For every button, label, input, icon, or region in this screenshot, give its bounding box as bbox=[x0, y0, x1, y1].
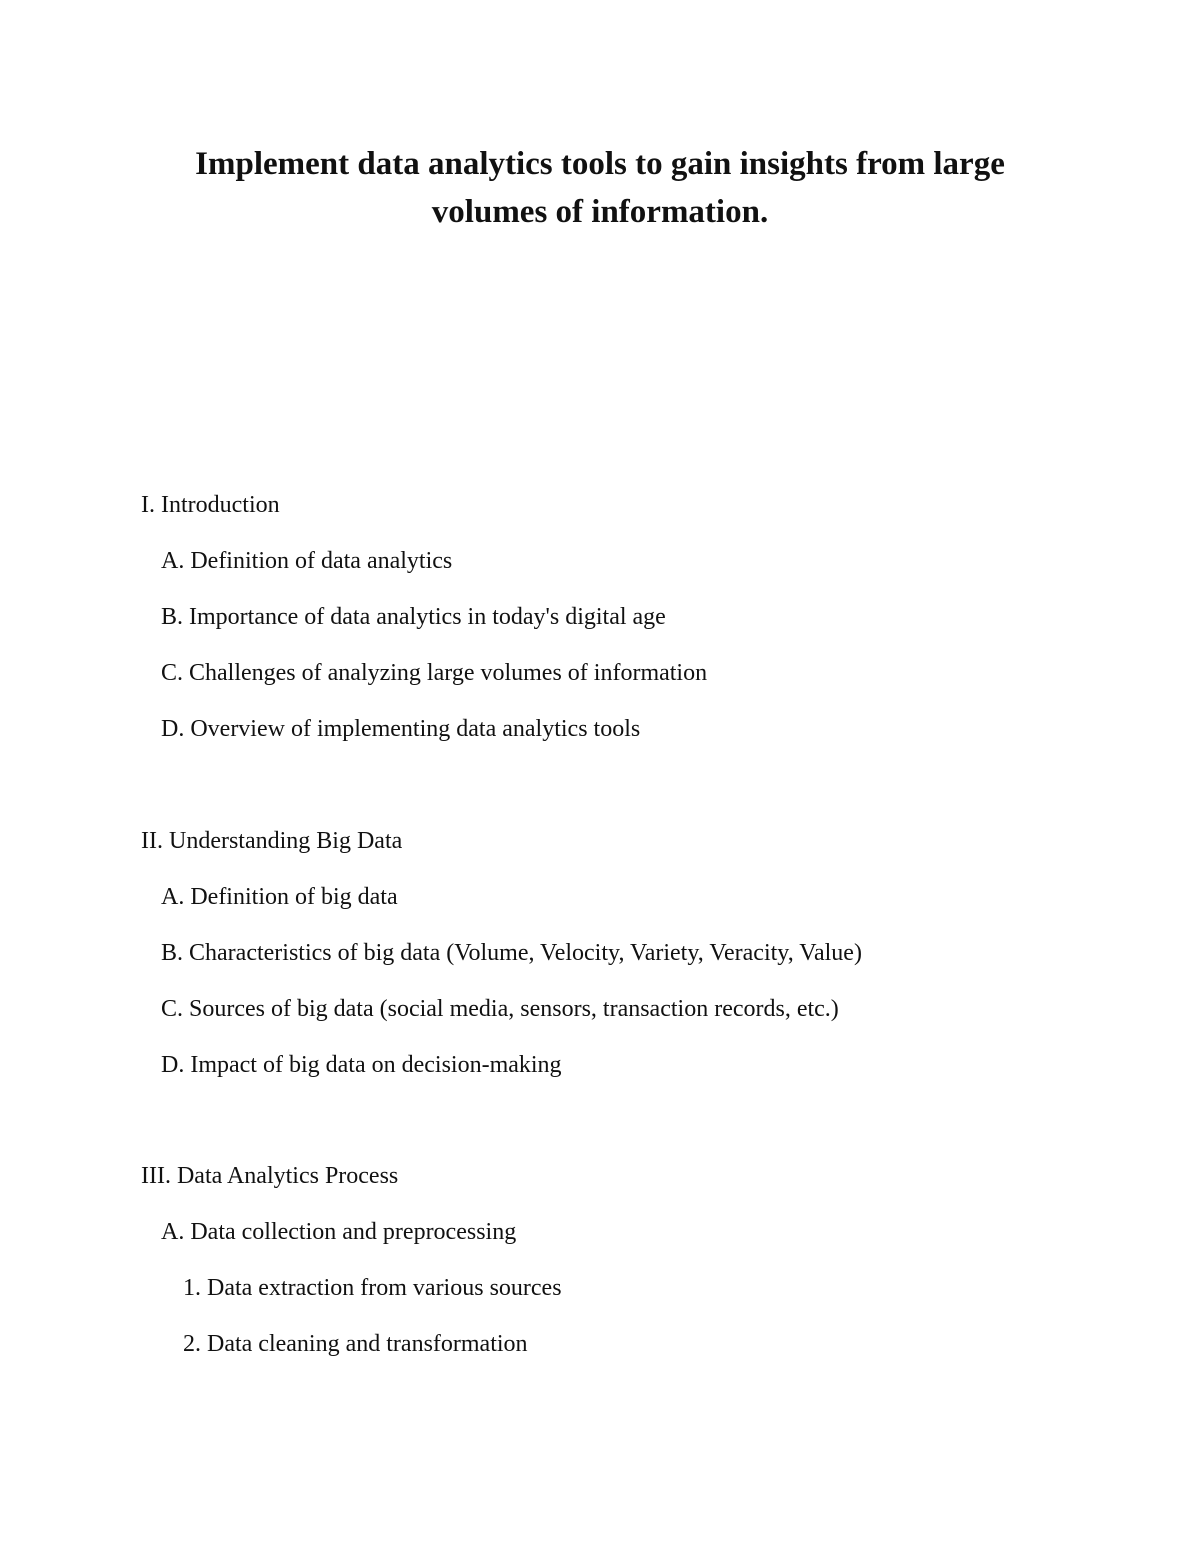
outline-item: A. Definition of data analytics bbox=[161, 548, 453, 574]
outline-subitem: 1. Data extraction from various sources bbox=[183, 1275, 562, 1301]
outline-item: D. Impact of big data on decision-making bbox=[161, 1052, 562, 1078]
document-title bbox=[100, 140, 1100, 236]
section-heading-understanding-big-data: II. Understanding Big Data bbox=[141, 828, 403, 854]
outline-item: C. Challenges of analyzing large volumes of information bbox=[161, 660, 708, 686]
outline-item: A. Data collection and preprocessing bbox=[161, 1219, 517, 1245]
title-line-2: volumes of information. bbox=[431, 194, 769, 230]
outline-item: D. Overview of implementing data analytics tools bbox=[161, 716, 641, 742]
outline-subitem: 2. Data cleaning and transformation bbox=[183, 1331, 528, 1357]
outline-item: C. Sources of big data (social media, sensors, transaction records, etc.) bbox=[161, 996, 839, 1022]
outline-item: B. Importance of data analytics in today's digital age bbox=[161, 604, 666, 630]
title-line-1: Implement data analytics tools to gain insights from large bbox=[195, 146, 1005, 182]
outline-item: B. Characteristics of big data (Volume, Velocity, Variety, Veracity, Value) bbox=[161, 940, 862, 966]
section-heading-introduction: I. Introduction bbox=[141, 492, 280, 518]
section-heading-data-analytics-process: III. Data Analytics Process bbox=[141, 1163, 399, 1189]
outline-item: A. Definition of big data bbox=[161, 884, 398, 910]
